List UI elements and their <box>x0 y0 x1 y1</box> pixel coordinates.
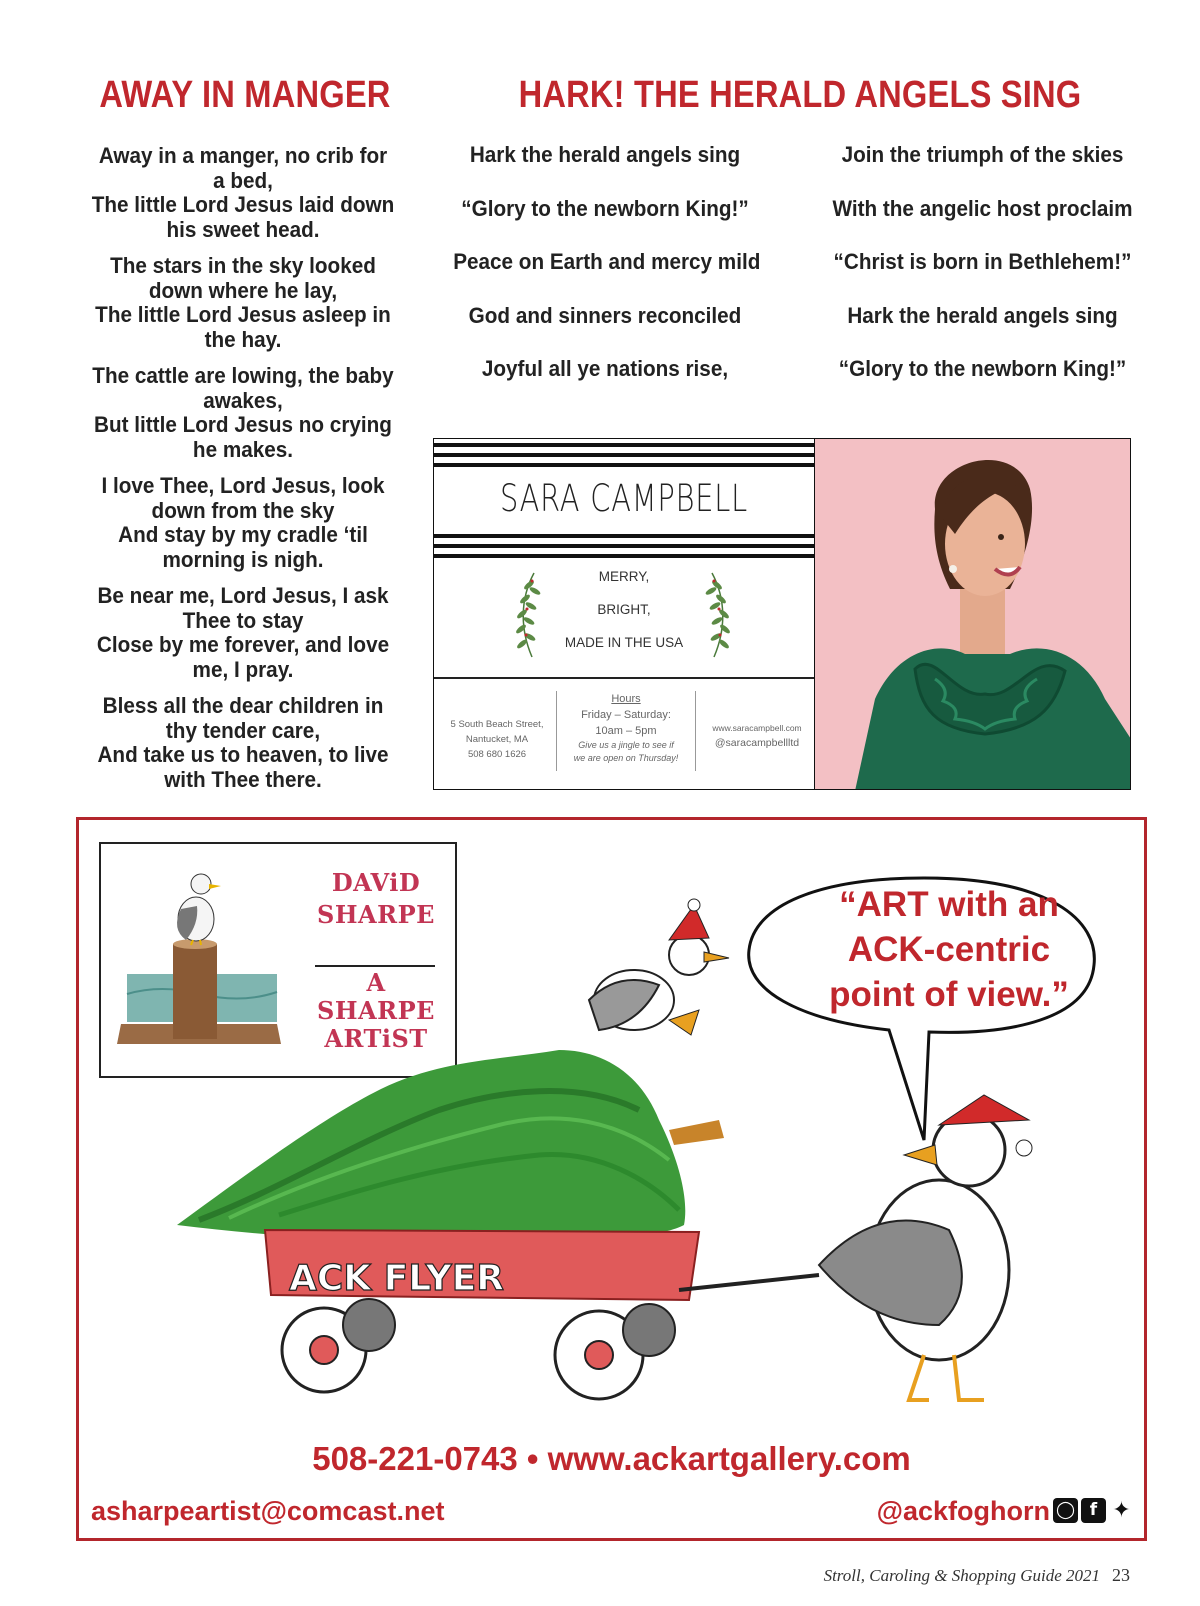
away-in-manger-lyrics <box>62 144 424 804</box>
stripe <box>434 534 814 538</box>
website-link[interactable]: www.saracampbell.com <box>712 723 802 733</box>
verse <box>76 584 409 682</box>
sara-campbell-brand: SARA CAMPBELL <box>499 477 749 520</box>
lyric-line: Hark the herald angels sing <box>847 302 1118 328</box>
speech-bubble-quote <box>799 882 1099 1017</box>
hark-title: HARK! THE HERALD ANGELS SING <box>518 74 1082 116</box>
lyric-line: awakes, <box>203 387 283 413</box>
lyric-line: Be near me, Lord Jesus, I ask <box>97 583 389 608</box>
social-icons <box>1053 1496 1134 1524</box>
verse <box>76 144 409 242</box>
quote-line: point of view.” <box>829 975 1069 1014</box>
lyric-line: Bless all the dear children in <box>102 693 384 718</box>
hark-lyrics-column-1 <box>440 140 770 408</box>
phone-and-website[interactable]: 508-221-0743 • www.ackartgallery.com <box>312 1440 911 1477</box>
lyric-line: Peace on Earth and mercy mild <box>453 249 761 274</box>
sara-campbell-message <box>434 569 814 668</box>
lyric-line: down where he lay, <box>148 277 338 303</box>
hours-label: Hours <box>611 693 641 705</box>
logo-tagline-line: SHARPE <box>317 996 435 1025</box>
phone-number: 508 680 1626 <box>467 749 527 760</box>
lyric-line: The cattle are lowing, the baby <box>92 363 394 388</box>
stripe <box>434 544 814 548</box>
quote-line: ACK-centric <box>847 930 1051 969</box>
twitter-icon[interactable]: ✦ <box>1112 1497 1131 1523</box>
model-illustration <box>815 439 1130 789</box>
lyric-line: down from the sky <box>151 497 335 523</box>
verse <box>76 364 409 462</box>
social-handle[interactable]: @saracampbellltd <box>714 737 800 749</box>
hark-lyrics-column-2 <box>790 140 1175 408</box>
lyric-line: me, I pray. <box>192 656 294 682</box>
message-line: MADE IN THE USA <box>564 635 684 650</box>
lyric-line: “Glory to the newborn King!” <box>838 356 1127 381</box>
facebook-icon[interactable]: f <box>1081 1498 1106 1523</box>
lyric-line: The stars in the sky looked <box>110 253 376 278</box>
logo-name-line: SHARPE <box>317 900 435 929</box>
sara-campbell-contact <box>700 721 814 751</box>
lyric-line: he makes. <box>192 436 294 462</box>
hours-note: we are open on Thursday! <box>573 753 679 763</box>
verse <box>76 254 409 352</box>
logo-tagline-line: A <box>366 968 386 997</box>
verse <box>76 474 409 572</box>
lyric-line: I love Thee, Lord Jesus, look <box>101 473 385 498</box>
social-handle[interactable]: @ackfoghorn <box>876 1496 1050 1526</box>
wagon-label: ACK FLYER <box>289 1258 505 1299</box>
stripe <box>434 554 814 558</box>
lyric-line: Hark the herald angels sing <box>469 142 741 167</box>
lyric-line: Away in a manger, no crib for <box>98 143 388 168</box>
instagram-icon[interactable]: ◯ <box>1053 1498 1078 1523</box>
sara-campbell-ad <box>433 438 1131 790</box>
lyric-line: the hay. <box>204 326 282 352</box>
stripe <box>434 453 814 457</box>
lyric-line: With the angelic host proclaim <box>832 195 1133 221</box>
lyric-line: his sweet head. <box>166 216 320 242</box>
verse <box>76 694 409 792</box>
lyric-line: But little Lord Jesus no crying <box>94 412 392 437</box>
guide-title: Stroll, Caroling & Shopping Guide 2021 <box>823 1566 1100 1585</box>
away-in-manger-title: AWAY IN MANGER <box>99 74 391 116</box>
email-link[interactable]: asharpeartist@comcast.net <box>91 1496 445 1526</box>
stripe <box>434 443 814 447</box>
lyric-line: morning is nigh. <box>162 546 324 572</box>
page-footer <box>824 1565 1130 1586</box>
lyric-line: Join the triumph of the skies <box>841 142 1124 167</box>
sara-campbell-hours <box>556 691 696 771</box>
lyric-line: And stay by my cradle ‘til <box>118 522 368 547</box>
sara-campbell-address <box>442 717 552 762</box>
page-number: 23 <box>1112 1565 1130 1585</box>
lyric-line: The little Lord Jesus asleep in <box>95 302 391 327</box>
address-line: Nantucket, MA <box>465 734 529 745</box>
lyric-line: Thee to stay <box>182 607 304 633</box>
david-sharpe-ad <box>76 817 1147 1541</box>
sara-campbell-info-panel <box>434 439 814 789</box>
divider <box>434 677 814 679</box>
lyric-line: God and sinners reconciled <box>468 302 742 328</box>
lyric-line: The little Lord Jesus laid down <box>91 192 395 217</box>
logo-name-line: DAViD <box>331 868 421 897</box>
message-line: MERRY, <box>598 569 650 584</box>
lyric-line: thy tender care, <box>165 717 321 743</box>
model-photo <box>814 439 1130 789</box>
quote-line: “ART with an <box>839 885 1059 924</box>
hours-note: Give us a jingle to see if <box>578 740 674 750</box>
lyric-line: with Thee there. <box>164 766 322 792</box>
lyric-line: Close by me forever, and love <box>96 632 390 657</box>
lyric-line: “Glory to the newborn King!” <box>461 195 749 221</box>
stripe <box>434 463 814 467</box>
logo-tagline-line: ARTiST <box>324 1024 428 1053</box>
lyric-line: “Christ is born in Bethlehem!” <box>833 249 1132 274</box>
lyric-line: a bed, <box>213 167 273 193</box>
message-line: BRIGHT, <box>597 602 651 617</box>
lyric-line: Joyful all ye nations rise, <box>481 356 729 381</box>
address-line: 5 South Beach Street, <box>450 719 544 730</box>
lyric-line: And take us to heaven, to live <box>97 742 389 767</box>
hours-line: Friday – Saturday: <box>581 709 671 721</box>
hours-line: 10am – 5pm <box>595 725 657 737</box>
